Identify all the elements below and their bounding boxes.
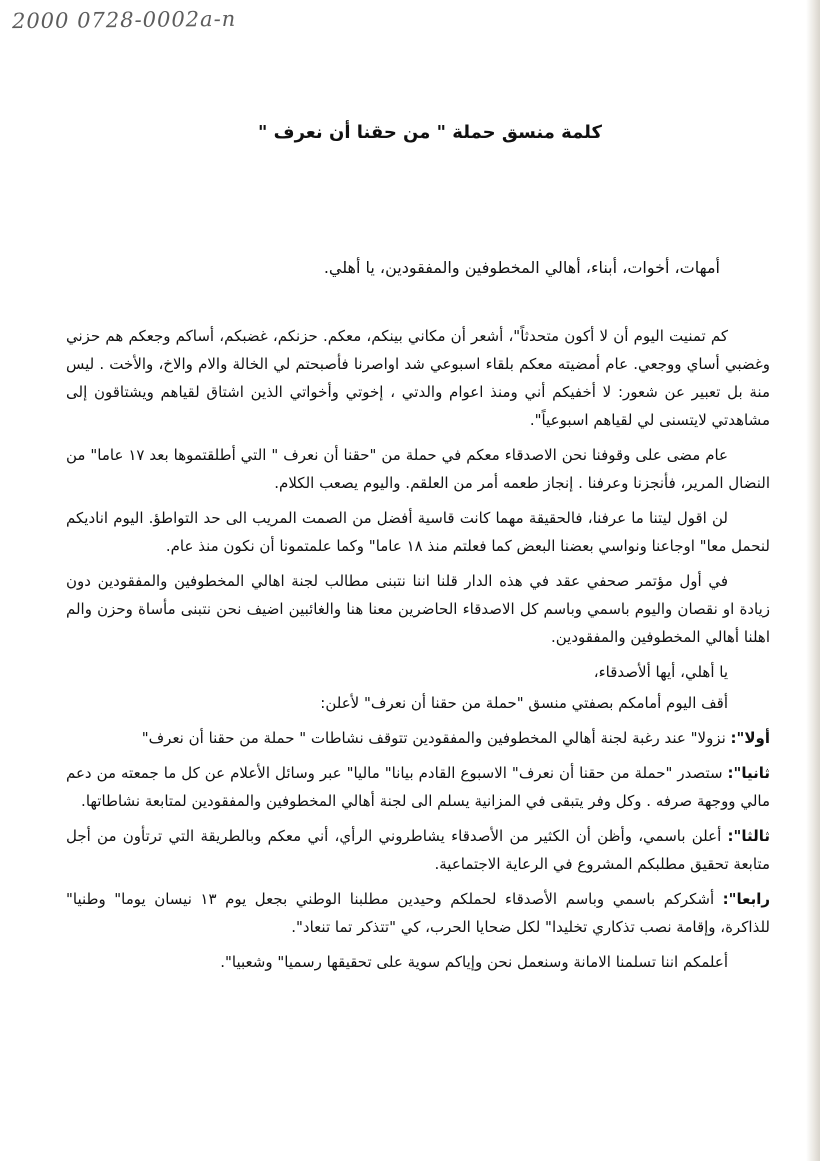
- point-item: [66, 724, 770, 752]
- point-item: [66, 885, 770, 941]
- page-edge-shadow: [806, 0, 820, 1161]
- salutation: أمهات، أخوات، أبناء، أهالي المخطوفين والمفقودين، يا أهلي.: [323, 258, 720, 277]
- point-text: نزولا" عند رغبة لجنة أهالي المخطوفين والمفقودين تتوقف نشاطات " حملة من حقنا أن نعرف": [141, 729, 731, 747]
- point-label: ثالثا":: [727, 827, 770, 845]
- point-text: أعلن باسمي، وأظن أن الكثير من الأصدقاء يشاطروني الرأي، أني معكم وبالطريقة التي ترتأون من أجل متابعة تحقيق مطلبكم المشروع في الرعاية الاجتماعية.: [66, 827, 770, 873]
- point-label: رابعا":: [722, 890, 770, 908]
- point-label: ثانيا":: [727, 764, 770, 782]
- document-reference-id: 2000 0728-0002a-n: [11, 6, 237, 34]
- paragraph: لن اقول ليتنا ما عرفنا، فالحقيقة مهما كانت قاسية أفضل من الصمت المريب الى حد التواطؤ. اليوم اناديكم لنحمل معا" اوجاعنا ونواسي بعضنا البعض كما فعلتم منذ ١٨ عاما" وكما علمتمونا أن نكون منذ عام.: [66, 509, 770, 555]
- point-label: أولا":: [730, 729, 770, 747]
- speech-body: [66, 322, 770, 983]
- paragraph: عام مضى على وقوفنا نحن الاصدقاء معكم في حملة من "حقنا أن نعرف " التي أطلقتموها بعد ١٧ عاما" من النضال المرير، فأنجزنا وعرفنا . إنجاز طعمه أمر من العلقم. واليوم يصعب الكلام.: [66, 446, 770, 492]
- address-line: يا أهلي، أيها ألأصدقاء،: [593, 663, 728, 681]
- point-item: [66, 822, 770, 878]
- point-text: أشكركم باسمي وباسم الأصدقاء لحملكم وحيدين مطلبنا الوطني بجعل يوم ١٣ نيسان يوما" وطنيا" للذاكرة، وإقامة نصب تذكاري تخليدا" لكل ضحايا الحرب، كي "تتذكر تما تنعاد".: [66, 890, 770, 936]
- point-text: ستصدر "حملة من حقنا أن نعرف" الاسبوع القادم بيانا" ماليا" عبر وسائل الأعلام عن كل ما جمعته من دعم مالي ووجهة صرفه . وكل وفر يتبقى في المزانية يسلم الى لجنة أهالي المخطوفين والمفقودين لمتابعة نشاطاتها.: [66, 764, 770, 810]
- document-title: كلمة منسق حملة " من حقنا أن نعرف ": [258, 122, 602, 143]
- paragraph: كم تمنيت اليوم أن لا أكون متحدثاً"، أشعر أن مكاني بينكم، معكم. حزنكم، غضبكم، أساكم وجعكم هم حزني وغضبي أساي ووجعي. عام أمضيته معكم بلقاء اسبوعي شد اواصرنا فأصبحتم لي الخالة والام والاخ، والأخت . ليس منة بل تعبير عن شعور: لا أخفيكم أني ومنذ اعوام والدتي ، إخوتي وأخواتي الذين اشتاق لقياهم ويشتاقون إلى مشاهدتي لايتسنى لي لقياهم اسبوعياً".: [66, 327, 770, 429]
- announcement-intro: أقف اليوم أمامكم بصفتي منسق "حملة من حقنا أن نعرف" لأعلن:: [320, 694, 728, 712]
- point-item: [66, 759, 770, 815]
- closing-paragraph: أعلمكم اننا تسلمنا الامانة وسنعمل نحن وإياكم سوية على تحقيقها رسميا" وشعبيا".: [220, 953, 728, 971]
- paragraph: في أول مؤتمر صحفي عقد في هذه الدار قلنا اننا نتبنى مطالب لجنة اهالي المخطوفين والمفقودين دون زيادة او نقصان واليوم باسمي وباسم كل الاصدقاء الحاضرين معنا هنا والغائبين اضيف نحن نتبنى مأساة وحزن والم اهلنا أهالي المخطوفين والمفقودين.: [66, 572, 770, 646]
